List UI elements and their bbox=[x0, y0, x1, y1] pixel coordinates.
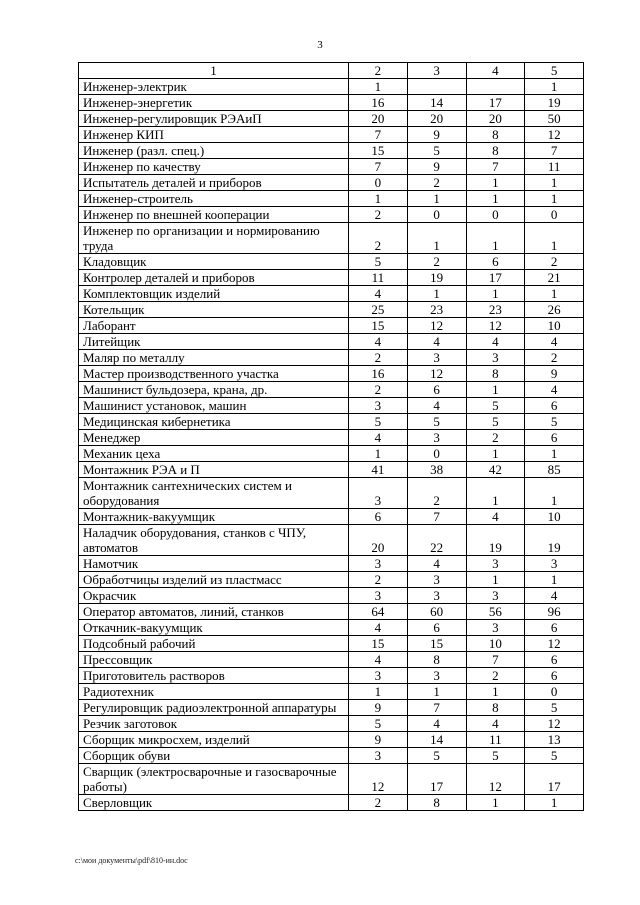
table-row bbox=[79, 270, 584, 286]
value-cell: 5 bbox=[466, 398, 525, 414]
value-cell: 4 bbox=[525, 334, 584, 350]
table-row bbox=[79, 795, 584, 811]
profession-cell: Наладчик оборудования, станков с ЧПУ, автоматов bbox=[79, 525, 349, 556]
value-cell: 7 bbox=[407, 700, 466, 716]
table-row bbox=[79, 159, 584, 175]
value-cell: 1 bbox=[407, 684, 466, 700]
value-cell: 10 bbox=[466, 636, 525, 652]
table-row bbox=[79, 652, 584, 668]
value-cell: 10 bbox=[525, 318, 584, 334]
profession-cell: Инженер по качеству bbox=[79, 159, 349, 175]
value-cell: 41 bbox=[349, 462, 408, 478]
value-cell: 1 bbox=[407, 191, 466, 207]
value-cell: 2 bbox=[349, 207, 408, 223]
value-cell: 1 bbox=[525, 795, 584, 811]
table-row bbox=[79, 366, 584, 382]
value-cell: 1 bbox=[525, 446, 584, 462]
table-row bbox=[79, 143, 584, 159]
value-cell: 3 bbox=[407, 430, 466, 446]
value-cell: 1 bbox=[466, 478, 525, 509]
profession-cell: Инженер-строитель bbox=[79, 191, 349, 207]
value-cell: 6 bbox=[407, 620, 466, 636]
value-cell: 23 bbox=[407, 302, 466, 318]
value-cell: 1 bbox=[407, 286, 466, 302]
value-cell: 1 bbox=[466, 223, 525, 254]
profession-cell: Инженер КИП bbox=[79, 127, 349, 143]
profession-cell: Испытатель деталей и приборов bbox=[79, 175, 349, 191]
value-cell: 4 bbox=[349, 652, 408, 668]
value-cell: 3 bbox=[407, 350, 466, 366]
value-cell: 12 bbox=[525, 636, 584, 652]
value-cell: 1 bbox=[466, 175, 525, 191]
value-cell: 2 bbox=[466, 430, 525, 446]
value-cell: 5 bbox=[349, 716, 408, 732]
value-cell: 10 bbox=[525, 509, 584, 525]
value-cell: 19 bbox=[525, 95, 584, 111]
profession-cell: Менеджер bbox=[79, 430, 349, 446]
table-row bbox=[79, 334, 584, 350]
value-cell: 3 bbox=[349, 478, 408, 509]
table-row bbox=[79, 668, 584, 684]
value-cell: 11 bbox=[349, 270, 408, 286]
value-cell: 2 bbox=[349, 795, 408, 811]
value-cell: 5 bbox=[407, 143, 466, 159]
value-cell: 1 bbox=[466, 572, 525, 588]
value-cell: 1 bbox=[349, 446, 408, 462]
value-cell: 3 bbox=[407, 572, 466, 588]
value-cell: 12 bbox=[525, 716, 584, 732]
value-cell: 17 bbox=[407, 764, 466, 795]
value-cell: 7 bbox=[466, 159, 525, 175]
value-cell: 6 bbox=[525, 620, 584, 636]
value-cell: 22 bbox=[407, 525, 466, 556]
value-cell: 1 bbox=[525, 79, 584, 95]
value-cell: 6 bbox=[407, 382, 466, 398]
value-cell: 7 bbox=[349, 127, 408, 143]
value-cell: 14 bbox=[407, 732, 466, 748]
table-body bbox=[79, 79, 584, 811]
value-cell: 16 bbox=[349, 366, 408, 382]
value-cell: 60 bbox=[407, 604, 466, 620]
value-cell: 3 bbox=[466, 350, 525, 366]
value-cell: 20 bbox=[466, 111, 525, 127]
value-cell: 6 bbox=[349, 509, 408, 525]
value-cell: 1 bbox=[525, 191, 584, 207]
value-cell: 9 bbox=[407, 127, 466, 143]
value-cell: 7 bbox=[349, 159, 408, 175]
value-cell: 14 bbox=[407, 95, 466, 111]
profession-cell: Приготовитель растворов bbox=[79, 668, 349, 684]
value-cell: 5 bbox=[525, 700, 584, 716]
value-cell: 1 bbox=[525, 175, 584, 191]
value-cell: 4 bbox=[349, 286, 408, 302]
table-row bbox=[79, 478, 584, 509]
table-row bbox=[79, 732, 584, 748]
profession-cell: Контролер деталей и приборов bbox=[79, 270, 349, 286]
table-row bbox=[79, 572, 584, 588]
profession-cell: Обработчицы изделий из пластмасс bbox=[79, 572, 349, 588]
profession-cell: Монтажник РЭА и П bbox=[79, 462, 349, 478]
profession-cell: Механик цеха bbox=[79, 446, 349, 462]
value-cell: 85 bbox=[525, 462, 584, 478]
value-cell: 6 bbox=[525, 668, 584, 684]
value-cell: 20 bbox=[349, 525, 408, 556]
value-cell: 3 bbox=[349, 556, 408, 572]
value-cell: 1 bbox=[407, 223, 466, 254]
table-row bbox=[79, 764, 584, 795]
table-row bbox=[79, 254, 584, 270]
value-cell: 6 bbox=[466, 254, 525, 270]
value-cell: 19 bbox=[407, 270, 466, 286]
profession-cell: Машинист бульдозера, крана, др. bbox=[79, 382, 349, 398]
file-path-footer: c:\мои документы\pdf\810-ин.doc bbox=[75, 856, 188, 865]
value-cell: 7 bbox=[407, 509, 466, 525]
value-cell: 4 bbox=[407, 716, 466, 732]
value-cell: 0 bbox=[525, 684, 584, 700]
table-row bbox=[79, 700, 584, 716]
value-cell: 12 bbox=[525, 127, 584, 143]
value-cell: 2 bbox=[349, 223, 408, 254]
value-cell: 2 bbox=[525, 350, 584, 366]
profession-cell: Литейщик bbox=[79, 334, 349, 350]
table-row bbox=[79, 111, 584, 127]
table-row bbox=[79, 350, 584, 366]
value-cell: 1 bbox=[466, 684, 525, 700]
profession-cell: Монтажник-вакуумщик bbox=[79, 509, 349, 525]
table-row bbox=[79, 414, 584, 430]
value-cell: 5 bbox=[466, 748, 525, 764]
table-row bbox=[79, 318, 584, 334]
profession-cell: Регулировщик радиоэлектронной аппаратуры bbox=[79, 700, 349, 716]
table-row bbox=[79, 588, 584, 604]
profession-cell: Маляр по металлу bbox=[79, 350, 349, 366]
profession-cell: Сверловщик bbox=[79, 795, 349, 811]
value-cell: 20 bbox=[349, 111, 408, 127]
value-cell: 11 bbox=[466, 732, 525, 748]
table-row bbox=[79, 79, 584, 95]
value-cell: 9 bbox=[407, 159, 466, 175]
table-row bbox=[79, 95, 584, 111]
table-row bbox=[79, 207, 584, 223]
value-cell: 0 bbox=[466, 207, 525, 223]
value-cell: 6 bbox=[525, 430, 584, 446]
value-cell: 96 bbox=[525, 604, 584, 620]
value-cell: 4 bbox=[407, 334, 466, 350]
table-row bbox=[79, 604, 584, 620]
value-cell: 15 bbox=[349, 318, 408, 334]
value-cell: 5 bbox=[466, 414, 525, 430]
value-cell: 12 bbox=[407, 366, 466, 382]
header-cell: 5 bbox=[525, 63, 584, 79]
value-cell: 0 bbox=[407, 207, 466, 223]
value-cell: 1 bbox=[349, 79, 408, 95]
page-number: 3 bbox=[317, 39, 323, 51]
value-cell: 3 bbox=[407, 588, 466, 604]
profession-cell: Монтажник сантехнических систем и оборудования bbox=[79, 478, 349, 509]
value-cell: 2 bbox=[525, 254, 584, 270]
value-cell: 4 bbox=[525, 382, 584, 398]
value-cell: 20 bbox=[407, 111, 466, 127]
table-row bbox=[79, 620, 584, 636]
value-cell: 7 bbox=[466, 652, 525, 668]
table-row bbox=[79, 462, 584, 478]
table-row bbox=[79, 382, 584, 398]
value-cell: 4 bbox=[466, 334, 525, 350]
profession-cell: Комплектовщик изделий bbox=[79, 286, 349, 302]
table-row bbox=[79, 127, 584, 143]
profession-cell: Кладовщик bbox=[79, 254, 349, 270]
profession-cell: Сборщик обуви bbox=[79, 748, 349, 764]
table-row bbox=[79, 223, 584, 254]
table-row bbox=[79, 636, 584, 652]
value-cell: 1 bbox=[525, 286, 584, 302]
profession-cell: Инженер-энергетик bbox=[79, 95, 349, 111]
profession-cell: Оператор автоматов, линий, станков bbox=[79, 604, 349, 620]
value-cell: 1 bbox=[466, 382, 525, 398]
value-cell: 12 bbox=[466, 318, 525, 334]
table-row bbox=[79, 191, 584, 207]
value-cell: 7 bbox=[525, 143, 584, 159]
value-cell: 5 bbox=[349, 414, 408, 430]
value-cell: 0 bbox=[407, 446, 466, 462]
table-header-row bbox=[79, 63, 584, 79]
value-cell: 21 bbox=[525, 270, 584, 286]
value-cell: 3 bbox=[466, 556, 525, 572]
value-cell: 5 bbox=[407, 748, 466, 764]
value-cell bbox=[407, 79, 466, 95]
value-cell: 1 bbox=[466, 286, 525, 302]
profession-cell: Инженер по внешней кооперации bbox=[79, 207, 349, 223]
value-cell: 9 bbox=[349, 732, 408, 748]
profession-cell: Лаборант bbox=[79, 318, 349, 334]
value-cell: 8 bbox=[466, 127, 525, 143]
value-cell: 12 bbox=[466, 764, 525, 795]
value-cell: 25 bbox=[349, 302, 408, 318]
table-row bbox=[79, 175, 584, 191]
value-cell: 17 bbox=[525, 764, 584, 795]
profession-cell: Подсобный рабочий bbox=[79, 636, 349, 652]
value-cell: 3 bbox=[466, 620, 525, 636]
value-cell: 5 bbox=[525, 748, 584, 764]
value-cell: 4 bbox=[349, 334, 408, 350]
value-cell: 8 bbox=[466, 366, 525, 382]
value-cell: 4 bbox=[525, 588, 584, 604]
value-cell: 38 bbox=[407, 462, 466, 478]
value-cell: 4 bbox=[466, 509, 525, 525]
value-cell: 3 bbox=[349, 398, 408, 414]
value-cell: 8 bbox=[407, 795, 466, 811]
table-row bbox=[79, 716, 584, 732]
table-row bbox=[79, 525, 584, 556]
value-cell: 2 bbox=[466, 668, 525, 684]
profession-cell: Мастер производственного участка bbox=[79, 366, 349, 382]
profession-cell: Резчик заготовок bbox=[79, 716, 349, 732]
header-cell: 1 bbox=[79, 63, 349, 79]
value-cell: 4 bbox=[407, 398, 466, 414]
value-cell: 2 bbox=[407, 478, 466, 509]
value-cell: 1 bbox=[525, 223, 584, 254]
value-cell: 12 bbox=[349, 764, 408, 795]
profession-cell: Инженер-электрик bbox=[79, 79, 349, 95]
value-cell: 5 bbox=[407, 414, 466, 430]
value-cell: 23 bbox=[466, 302, 525, 318]
profession-cell: Сборщик микросхем, изделий bbox=[79, 732, 349, 748]
value-cell: 56 bbox=[466, 604, 525, 620]
profession-cell: Котельщик bbox=[79, 302, 349, 318]
value-cell bbox=[466, 79, 525, 95]
value-cell: 6 bbox=[525, 652, 584, 668]
value-cell: 2 bbox=[407, 175, 466, 191]
value-cell: 15 bbox=[349, 143, 408, 159]
value-cell: 1 bbox=[525, 572, 584, 588]
value-cell: 13 bbox=[525, 732, 584, 748]
table-row bbox=[79, 398, 584, 414]
profession-cell: Инженер (разл. спец.) bbox=[79, 143, 349, 159]
value-cell: 9 bbox=[349, 700, 408, 716]
value-cell: 4 bbox=[349, 620, 408, 636]
value-cell: 8 bbox=[466, 143, 525, 159]
header-cell: 4 bbox=[466, 63, 525, 79]
value-cell: 19 bbox=[466, 525, 525, 556]
value-cell: 17 bbox=[466, 270, 525, 286]
value-cell: 9 bbox=[525, 366, 584, 382]
value-cell: 0 bbox=[525, 207, 584, 223]
value-cell: 3 bbox=[407, 668, 466, 684]
value-cell: 17 bbox=[466, 95, 525, 111]
value-cell: 2 bbox=[349, 382, 408, 398]
profession-cell: Намотчик bbox=[79, 556, 349, 572]
value-cell: 1 bbox=[466, 191, 525, 207]
table-row bbox=[79, 302, 584, 318]
header-cell: 3 bbox=[407, 63, 466, 79]
profession-cell: Откачник-вакуумщик bbox=[79, 620, 349, 636]
profession-cell: Инженер-регулировщик РЭАиП bbox=[79, 111, 349, 127]
value-cell: 42 bbox=[466, 462, 525, 478]
value-cell: 1 bbox=[349, 191, 408, 207]
value-cell: 5 bbox=[349, 254, 408, 270]
header-cell: 2 bbox=[349, 63, 408, 79]
value-cell: 8 bbox=[407, 652, 466, 668]
value-cell: 2 bbox=[407, 254, 466, 270]
profession-cell: Радиотехник bbox=[79, 684, 349, 700]
value-cell: 16 bbox=[349, 95, 408, 111]
value-cell: 3 bbox=[349, 668, 408, 684]
table-row bbox=[79, 748, 584, 764]
profession-cell: Машинист установок, машин bbox=[79, 398, 349, 414]
value-cell: 3 bbox=[466, 588, 525, 604]
value-cell: 1 bbox=[466, 446, 525, 462]
value-cell: 4 bbox=[407, 556, 466, 572]
table-row bbox=[79, 286, 584, 302]
table-row bbox=[79, 446, 584, 462]
profession-cell: Окрасчик bbox=[79, 588, 349, 604]
value-cell: 2 bbox=[349, 572, 408, 588]
value-cell: 2 bbox=[349, 350, 408, 366]
value-cell: 1 bbox=[525, 478, 584, 509]
value-cell: 15 bbox=[349, 636, 408, 652]
value-cell: 3 bbox=[349, 588, 408, 604]
value-cell: 12 bbox=[407, 318, 466, 334]
vacancy-table bbox=[78, 62, 584, 811]
value-cell: 0 bbox=[349, 175, 408, 191]
profession-cell: Сварщик (электросварочные и газосварочные работы) bbox=[79, 764, 349, 795]
value-cell: 15 bbox=[407, 636, 466, 652]
value-cell: 11 bbox=[525, 159, 584, 175]
value-cell: 5 bbox=[525, 414, 584, 430]
table-row bbox=[79, 556, 584, 572]
value-cell: 26 bbox=[525, 302, 584, 318]
profession-cell: Прессовщик bbox=[79, 652, 349, 668]
value-cell: 1 bbox=[349, 684, 408, 700]
value-cell: 8 bbox=[466, 700, 525, 716]
table-row bbox=[79, 430, 584, 446]
value-cell: 1 bbox=[466, 795, 525, 811]
value-cell: 64 bbox=[349, 604, 408, 620]
value-cell: 4 bbox=[349, 430, 408, 446]
profession-cell: Инженер по организации и нормированию труда bbox=[79, 223, 349, 254]
value-cell: 50 bbox=[525, 111, 584, 127]
value-cell: 3 bbox=[525, 556, 584, 572]
value-cell: 4 bbox=[466, 716, 525, 732]
value-cell: 6 bbox=[525, 398, 584, 414]
value-cell: 19 bbox=[525, 525, 584, 556]
table-row bbox=[79, 509, 584, 525]
value-cell: 3 bbox=[349, 748, 408, 764]
table-row bbox=[79, 684, 584, 700]
profession-cell: Медицинская кибернетика bbox=[79, 414, 349, 430]
